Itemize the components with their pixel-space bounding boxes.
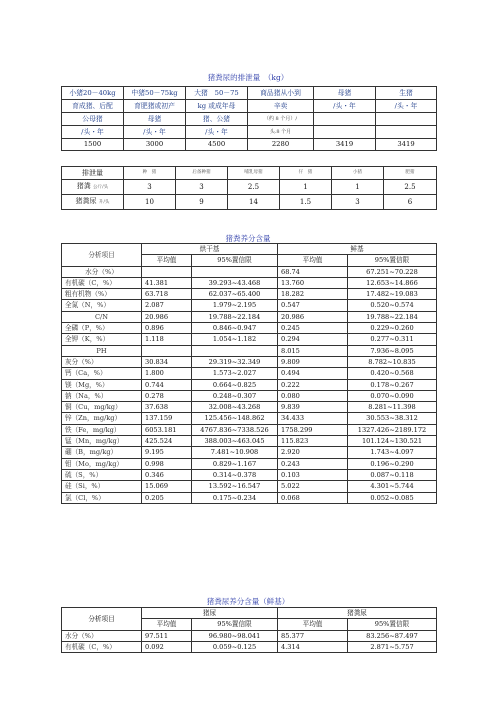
fresh-ci-cell: 8.281~11.398 [348, 402, 437, 413]
dry-mean-cell: 1.800 [142, 368, 192, 379]
table-row [62, 300, 437, 311]
dry-mean-cell: 9.195 [142, 447, 192, 458]
header-row [62, 244, 437, 255]
value-cell: 2280 [248, 139, 314, 151]
fresh-ci-cell: 0.196~0.290 [348, 458, 437, 469]
table-row [62, 447, 437, 458]
fresh-mean-cell: 34.433 [278, 413, 348, 424]
header-mean: 平均值 [278, 619, 348, 630]
fresh-ci-cell: 0.229~0.260 [348, 323, 437, 334]
header-mean: 平均值 [278, 255, 348, 266]
dry-mean-cell: 1.118 [142, 334, 192, 345]
dry-ci-cell: 0.829~1.167 [192, 458, 278, 469]
header-cell: 育成猪、后配 [62, 100, 124, 113]
table-row [62, 469, 437, 480]
table-row [62, 390, 437, 401]
fresh-ci-cell: 0.178~0.267 [348, 379, 437, 390]
table-row [62, 195, 437, 210]
dry-ci-cell: 0.664~0.825 [192, 379, 278, 390]
header-row [62, 167, 437, 180]
header-cell: 母猪 [314, 87, 376, 100]
table-row [62, 277, 437, 288]
value-cell: 2.5 [228, 180, 280, 195]
table-row [62, 345, 437, 356]
slurry-mean-cell: 85.377 [278, 630, 348, 641]
item-cell: 水分（%） [62, 630, 142, 641]
fresh-mean-cell: 0.494 [278, 368, 348, 379]
fresh-mean-cell: 9.809 [278, 356, 348, 367]
fresh-mean-cell: 18.282 [278, 289, 348, 300]
dry-mean-cell: 0.744 [142, 379, 192, 390]
header-ci: 95%置信限 [348, 619, 437, 630]
table-row [62, 311, 437, 322]
header-cell [314, 113, 376, 126]
header-cell: 生猪 [376, 87, 437, 100]
header-fresh: 鲜基 [278, 244, 437, 255]
dry-ci-cell: 1.979~2.195 [192, 300, 278, 311]
dry-ci-cell: 0.175~0.234 [192, 492, 278, 503]
value-cell: 9 [176, 195, 228, 210]
fresh-mean-cell: 0.245 [278, 323, 348, 334]
fresh-mean-cell: 0.294 [278, 334, 348, 345]
fresh-mean-cell: 115.823 [278, 436, 348, 447]
nutrients-fresh-table [61, 607, 437, 653]
header-cell: /头・年 [62, 126, 124, 139]
slurry-ci-cell: 2.871~5.757 [348, 641, 437, 652]
dry-ci-cell: 388.003~463.045 [192, 436, 278, 447]
header-cell: 公母猪 [62, 113, 124, 126]
item-cell: 硫（S，%） [62, 469, 142, 480]
dry-ci-cell: 39.293~43.468 [192, 277, 278, 288]
header-cell [376, 113, 437, 126]
header-cell: kg 或成年母 [186, 100, 248, 113]
item-cell: 锌（Zn，mg/kg） [62, 413, 142, 424]
fresh-mean-cell: 0.080 [278, 390, 348, 401]
header-cell: /头・年 [186, 126, 248, 139]
header-cell: 肥猪 [384, 167, 437, 180]
fresh-mean-cell: 20.986 [278, 311, 348, 322]
item-cell: 粗有机物（%） [62, 289, 142, 300]
fresh-mean-cell: 0.222 [278, 379, 348, 390]
header-cell: （约 8 个月）/ [248, 113, 314, 126]
fresh-mean-cell: 0.068 [278, 492, 348, 503]
urine-ci-cell: 96.980~98.041 [192, 630, 278, 641]
value-cell: 10 [124, 195, 176, 210]
header-ci: 95%置信限 [192, 255, 278, 266]
header-cell: 中猪50－75kg [124, 87, 186, 100]
header-cell: /头・年 [124, 126, 186, 139]
value-cell: 3 [124, 180, 176, 195]
fresh-ci-cell: 67.251~70.228 [348, 266, 437, 277]
fresh-mean-cell: 13.760 [278, 277, 348, 288]
dry-ci-cell: 29.319~32.349 [192, 356, 278, 367]
header-slurry: 猪粪尿 [278, 608, 437, 619]
value-cell: 2.5 [384, 180, 437, 195]
fresh-ci-cell: 101.124~130.521 [348, 436, 437, 447]
header-cell [314, 126, 376, 139]
dry-mean-cell: 0.998 [142, 458, 192, 469]
table-row [62, 641, 437, 652]
dry-mean-cell: 0.896 [142, 323, 192, 334]
item-cell: 水分（%） [62, 266, 142, 277]
fresh-ci-cell: 0.277~0.311 [348, 334, 437, 345]
table-row [62, 323, 437, 334]
dry-ci-cell: 125.456~148.862 [192, 413, 278, 424]
urine-ci-cell: 0.059~0.125 [192, 641, 278, 652]
item-cell: 全氮（N，%） [62, 300, 142, 311]
item-cell: 灰分（%） [62, 356, 142, 367]
table-row [62, 368, 437, 379]
dry-mean-cell: 0.205 [142, 492, 192, 503]
nutrients-title: 猪粪养分含量 [225, 234, 271, 243]
dry-mean-cell: 425.524 [142, 436, 192, 447]
item-cell: 硼（B，mg/kg） [62, 447, 142, 458]
row-label [62, 180, 124, 195]
header-row [62, 126, 437, 139]
row-label-text: 猪粪尿 [75, 197, 97, 205]
header-cell: 种 猪 [124, 167, 176, 180]
fresh-mean-cell: 8.015 [278, 345, 348, 356]
dry-mean-cell [142, 345, 192, 356]
header-item: 分析项目 [62, 244, 142, 267]
fresh-ci-cell: 0.052~0.085 [348, 492, 437, 503]
item-cell: 全钾（K，%） [62, 334, 142, 345]
value-cell: 3419 [376, 139, 437, 151]
item-cell: 镁（Mg，%） [62, 379, 142, 390]
dry-ci-cell [192, 345, 278, 356]
value-cell: 4500 [186, 139, 248, 151]
item-cell: 钠（Na，%） [62, 390, 142, 401]
dry-mean-cell: 137.159 [142, 413, 192, 424]
fresh-ci-cell: 7.936~8.095 [348, 345, 437, 356]
header-cell: /头・年 [314, 100, 376, 113]
dry-ci-cell: 4767.836~7338.526 [192, 424, 278, 435]
header-row [62, 608, 437, 619]
header-ci: 95%置信限 [192, 619, 278, 630]
value-cell: 1 [332, 180, 384, 195]
value-cell: 1 [280, 180, 332, 195]
dry-mean-cell: 37.638 [142, 402, 192, 413]
item-cell: PH [62, 345, 142, 356]
header-cell: 育肥猪或初产 [124, 100, 186, 113]
value-cell: 1500 [62, 139, 124, 151]
fresh-ci-cell: 0.070~0.090 [348, 390, 437, 401]
table-row [62, 630, 437, 641]
dry-mean-cell: 15.069 [142, 481, 192, 492]
dry-mean-cell: 0.346 [142, 469, 192, 480]
item-cell: 锰（Mn，mg/kg） [62, 436, 142, 447]
header-item: 分析项目 [62, 608, 142, 631]
daily-excretion-table [61, 166, 437, 210]
value-cell: 3000 [124, 139, 186, 151]
table-row [62, 266, 437, 277]
header-cell: 辛卖 [248, 100, 314, 113]
fresh-mean-cell: 1758.299 [278, 424, 348, 435]
table-row [62, 492, 437, 503]
table-row [62, 436, 437, 447]
fresh-mean-cell: 68.74 [278, 266, 348, 277]
item-cell: 钼（Mo，mg/kg） [62, 458, 142, 469]
dry-mean-cell [142, 266, 192, 277]
table-row [62, 379, 437, 390]
header-urine: 猪尿 [142, 608, 278, 619]
fresh-ci-cell: 8.782~10.835 [348, 356, 437, 367]
fresh-ci-cell: 19.788~22.184 [348, 311, 437, 322]
fresh-ci-cell: 0.420~0.568 [348, 368, 437, 379]
dry-ci-cell: 19.788~22.184 [192, 311, 278, 322]
dry-mean-cell: 30.834 [142, 356, 192, 367]
dry-ci-cell: 1.573~2.027 [192, 368, 278, 379]
value-cell: 3419 [314, 139, 376, 151]
dry-mean-cell: 63.718 [142, 289, 192, 300]
dry-ci-cell: 0.314~0.378 [192, 469, 278, 480]
item-cell: 有机碳（C，%） [62, 641, 142, 652]
table-row [62, 481, 437, 492]
header-cell: 大猪 50－75 [186, 87, 248, 100]
fresh-ci-cell: 17.482~19.083 [348, 289, 437, 300]
dry-ci-cell: 13.592~16.547 [192, 481, 278, 492]
dry-ci-cell: 32.008~43.268 [192, 402, 278, 413]
fresh-ci-cell: 1327.426~2189.172 [348, 424, 437, 435]
fresh-ci-cell: 4.301~5.744 [348, 481, 437, 492]
value-cell: 3 [176, 180, 228, 195]
fresh-ci-cell: 12.653~14.866 [348, 277, 437, 288]
header-cell: 商品猪从小到 [248, 87, 314, 100]
fresh-mean-cell: 0.243 [278, 458, 348, 469]
dry-mean-cell: 41.381 [142, 277, 192, 288]
header-cell: 哺乳母猪 [228, 167, 280, 180]
table-row [62, 458, 437, 469]
dry-ci-cell: 0.248~0.307 [192, 390, 278, 401]
fresh-mean-cell: 5.022 [278, 481, 348, 492]
row-label-text: 猪粪 [76, 182, 91, 190]
values-row [62, 139, 437, 151]
value-cell: 6 [384, 195, 437, 210]
dry-ci-cell: 62.037~65.400 [192, 289, 278, 300]
header-cell: 头.8 个月 [248, 126, 314, 139]
header-cell: 排泄量 [62, 167, 124, 180]
fresh-ci-cell: 0.087~0.118 [348, 469, 437, 480]
header-cell: /头・年 [376, 100, 437, 113]
fresh-ci-cell: 0.520~0.574 [348, 300, 437, 311]
row-unit: 公斤/头 [92, 185, 109, 190]
slurry-mean-cell: 4.314 [278, 641, 348, 652]
header-row [62, 87, 437, 100]
header-cell: 母猪 [124, 113, 186, 126]
fresh-mean-cell: 2.920 [278, 447, 348, 458]
table-row [62, 180, 437, 195]
table-row [62, 289, 437, 300]
dry-mean-cell: 2.087 [142, 300, 192, 311]
nutrients-fresh-title: 猪粪尿养分含量（鲜基） [206, 597, 290, 606]
item-cell: 铁（Fe，mg/kg） [62, 424, 142, 435]
item-cell: 铜（Cu，mg/kg） [62, 402, 142, 413]
item-cell: C/N [62, 311, 142, 322]
header-cell: 小猪 [332, 167, 384, 180]
table-row [62, 413, 437, 424]
nutrients-table [61, 243, 437, 504]
excretion-title: 猪粪尿的排泄量 （kg） [207, 73, 289, 82]
header-cell: 仔 猪 [280, 167, 332, 180]
slurry-ci-cell: 83.256~87.497 [348, 630, 437, 641]
item-cell: 有机碳（C，%） [62, 277, 142, 288]
table-row [62, 402, 437, 413]
value-cell: 14 [228, 195, 280, 210]
dry-ci-cell [192, 266, 278, 277]
fresh-ci-cell: 1.743~4.097 [348, 447, 437, 458]
header-dry: 烘干基 [142, 244, 278, 255]
dry-ci-cell: 0.846~0.947 [192, 323, 278, 334]
header-cell: 猪、公猪 [186, 113, 248, 126]
item-cell: 氯（Cl，%） [62, 492, 142, 503]
row-label [62, 195, 124, 210]
row-unit: 升/头 [98, 200, 110, 205]
table-row [62, 334, 437, 345]
excretion-table [61, 86, 437, 151]
fresh-mean-cell: 0.103 [278, 469, 348, 480]
header-mean: 平均值 [142, 255, 192, 266]
item-cell: 全磷（P，%） [62, 323, 142, 334]
urine-mean-cell: 0.092 [142, 641, 192, 652]
header-cell: 小猪20－40kg [62, 87, 124, 100]
value-cell: 3 [332, 195, 384, 210]
dry-mean-cell: 0.278 [142, 390, 192, 401]
dry-ci-cell: 7.481~10.908 [192, 447, 278, 458]
table-row [62, 356, 437, 367]
item-cell: 钙（Ca，%） [62, 368, 142, 379]
fresh-mean-cell: 0.547 [278, 300, 348, 311]
header-ci: 95%置信限 [348, 255, 437, 266]
dry-ci-cell: 1.054~1.182 [192, 334, 278, 345]
header-row [62, 100, 437, 113]
fresh-mean-cell: 9.839 [278, 402, 348, 413]
header-row [62, 113, 437, 126]
fresh-ci-cell: 30.553~38.312 [348, 413, 437, 424]
dry-mean-cell: 6053.181 [142, 424, 192, 435]
value-cell: 1.5 [280, 195, 332, 210]
header-cell [376, 126, 437, 139]
urine-mean-cell: 97.511 [142, 630, 192, 641]
item-cell: 硅（Si，%） [62, 481, 142, 492]
header-mean: 平均值 [142, 619, 192, 630]
header-cell: 后备种猪 [176, 167, 228, 180]
dry-mean-cell: 20.986 [142, 311, 192, 322]
table-row [62, 424, 437, 435]
